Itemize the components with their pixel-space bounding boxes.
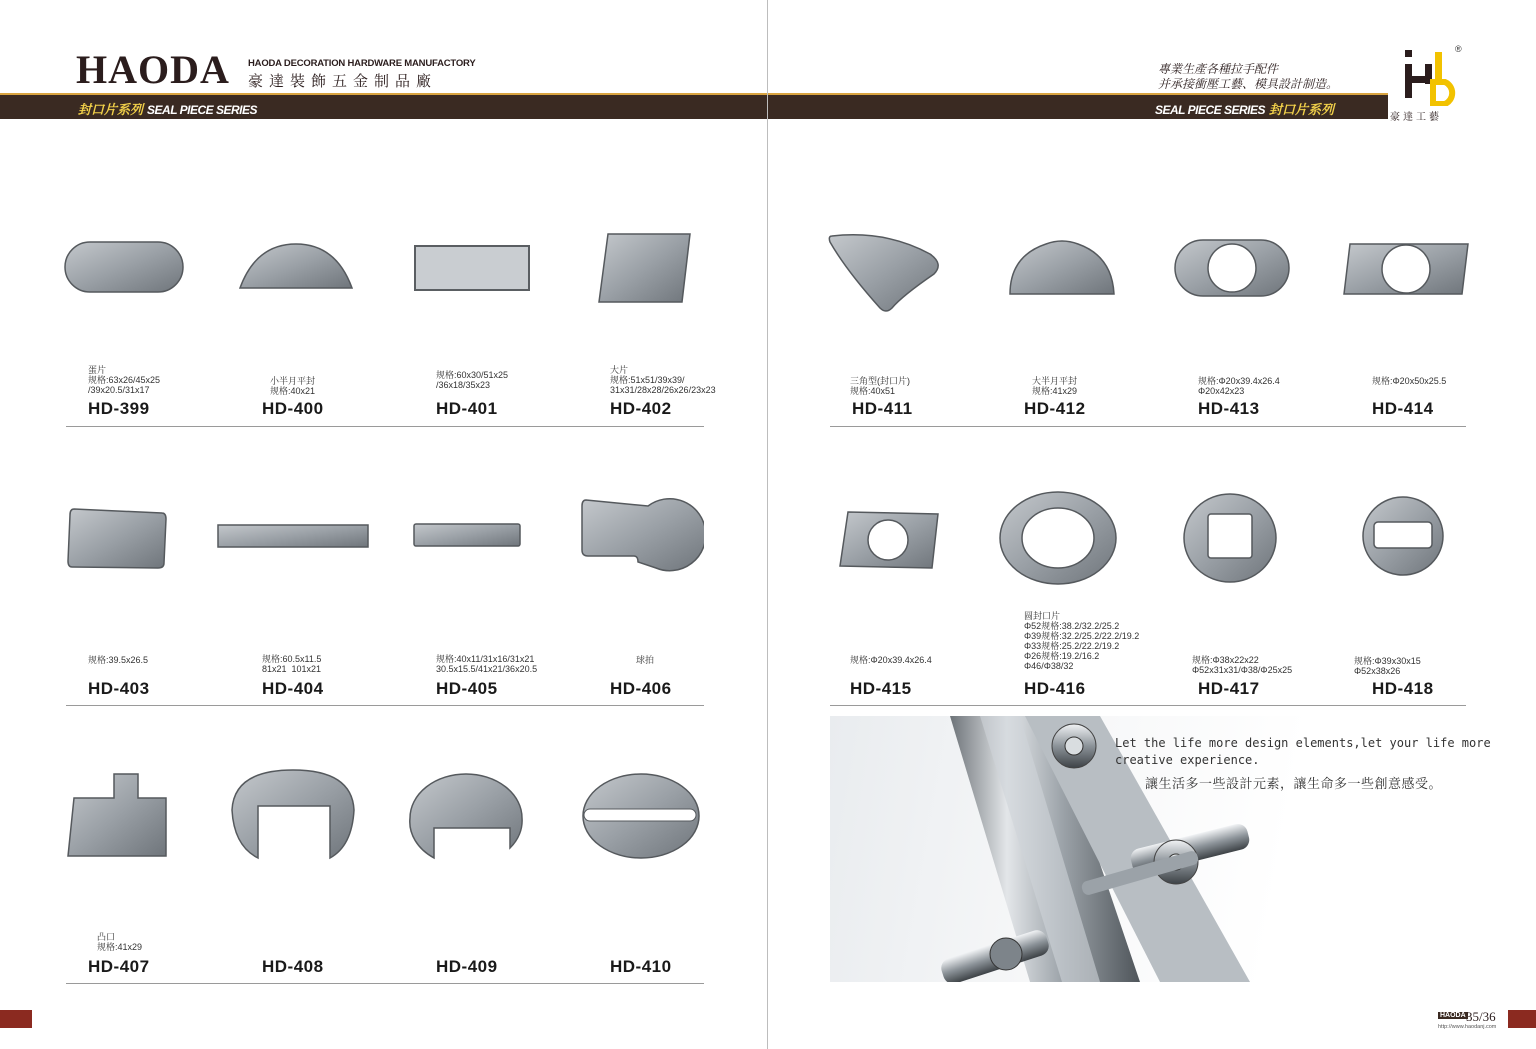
row-divider-5 xyxy=(830,705,1466,706)
product-image-hd-410 xyxy=(578,770,704,862)
spec-hd-402: 大片 规格:51x51/39x39/ 31x31/28x28/26x26/23x23 xyxy=(610,365,716,395)
code-hd-402: HD-402 xyxy=(610,399,672,418)
company-name-cn: 豪達裝飾五金制品廠 xyxy=(248,73,438,90)
product-image-hd-415 xyxy=(838,508,942,572)
registered-mark: ® xyxy=(1455,44,1462,54)
slogan-line-1: 專業生產各種拉手配件 xyxy=(1158,62,1279,76)
code-hd-411: HD-411 xyxy=(852,399,913,418)
photo-caption-en: Let the life more design elements,let your life more creative experience. xyxy=(1115,736,1491,767)
product-image-hd-406 xyxy=(578,496,704,574)
code-hd-416: HD-416 xyxy=(1024,679,1086,698)
page-divider xyxy=(767,0,768,1049)
code-hd-401: HD-401 xyxy=(436,399,498,418)
product-image-hd-413 xyxy=(1172,236,1292,300)
row-divider-2 xyxy=(66,705,704,706)
product-image-hd-399 xyxy=(62,238,186,298)
code-hd-412: HD-412 xyxy=(1024,399,1086,418)
code-hd-399: HD-399 xyxy=(88,399,150,418)
series-title-cn: 封口片系列 xyxy=(78,102,144,117)
series-title-left xyxy=(78,99,257,118)
code-hd-409: HD-409 xyxy=(436,957,498,976)
row-divider-1 xyxy=(66,426,704,427)
product-image-hd-418 xyxy=(1360,494,1446,578)
row-divider-3 xyxy=(66,983,704,984)
series-title-cn-right: 封口片系列 xyxy=(1268,102,1334,117)
spec-hd-404: 规格:60.5x11.5 81x21 101x21 xyxy=(262,654,322,674)
product-image-hd-411 xyxy=(826,230,944,314)
code-hd-413: HD-413 xyxy=(1198,399,1260,418)
spec-hd-403: 规格:39.5x26.5 xyxy=(88,655,149,665)
spec-hd-406: 球拍 xyxy=(636,655,655,665)
code-hd-414: HD-414 xyxy=(1372,399,1434,418)
product-image-hd-407 xyxy=(66,772,170,860)
product-image-hd-403 xyxy=(64,505,170,571)
brand-logo: HAODA xyxy=(76,47,230,92)
product-image-hd-408 xyxy=(228,766,358,862)
footer-brand: HAODA xyxy=(1440,1012,1466,1019)
series-title-en: SEAL PIECE SERIES xyxy=(147,103,257,117)
spec-hd-400: 小半月平封 规格:40x21 xyxy=(270,376,316,396)
corner-marker-right xyxy=(1508,1010,1536,1028)
code-hd-406: HD-406 xyxy=(610,679,672,698)
code-hd-415: HD-415 xyxy=(850,679,912,698)
series-title-right xyxy=(1155,99,1334,118)
logo-caption: 豪達工藝 xyxy=(1390,112,1442,123)
code-hd-417: HD-417 xyxy=(1198,679,1260,698)
spec-hd-415: 规格:Φ20x39.4x26.4 xyxy=(850,655,932,665)
product-image-hd-414 xyxy=(1342,240,1470,298)
company-name-en: HAODA DECORATION HARDWARE MANUFACTORY xyxy=(248,58,476,69)
spec-hd-412: 大半月平封 规格:41x29 xyxy=(1032,376,1078,396)
hd-logo-icon xyxy=(1397,46,1461,106)
slogan-line-2: 并承接衝壓工藝、模具設計制造。 xyxy=(1158,77,1339,91)
spec-hd-405: 规格:40x11/31x16/31x21 30.5x15.5/41x21/36x20.5 xyxy=(436,654,538,674)
code-hd-410: HD-410 xyxy=(610,957,672,976)
spec-hd-407: 凸口 规格:41x29 xyxy=(97,932,143,952)
product-image-hd-401 xyxy=(413,244,531,294)
product-image-hd-405 xyxy=(412,522,522,550)
product-image-hd-416 xyxy=(996,488,1120,588)
product-image-hd-404 xyxy=(216,523,370,551)
product-image-hd-400 xyxy=(236,240,356,296)
spec-hd-411: 三角型(封口片) 规格:40x51 xyxy=(850,376,910,396)
code-hd-400: HD-400 xyxy=(262,399,324,418)
page-number: 35/36 xyxy=(1466,1009,1496,1024)
code-hd-407: HD-407 xyxy=(88,957,150,976)
footer-url: http://www.haodanj.com xyxy=(1438,1024,1497,1030)
product-image-hd-409 xyxy=(406,770,526,862)
code-hd-418: HD-418 xyxy=(1372,679,1434,698)
code-hd-403: HD-403 xyxy=(88,679,150,698)
corner-marker-left xyxy=(0,1010,32,1028)
product-image-hd-412 xyxy=(1006,236,1118,300)
spec-hd-399: 蛋片 规格:63x26/45x25 /39x20.5/31x17 xyxy=(88,365,161,395)
code-hd-404: HD-404 xyxy=(262,679,324,698)
spec-hd-417: 规格:Φ38x22x22 Φ52x31x31/Φ38/Φ25x25 xyxy=(1192,655,1293,675)
spec-hd-416: 圆封口片 Φ52规格:38.2/32.2/25.2 Φ39规格:32.2/25.2/22.2/19.2 Φ33规格:25.2/22.2/19.2 Φ26规格:19.2/16.2 Φ46/Φ38/32 xyxy=(1024,611,1140,671)
code-hd-408: HD-408 xyxy=(262,957,324,976)
product-image-hd-417 xyxy=(1180,490,1280,586)
spec-hd-418: 规格:Φ39x30x15 Φ52x38x26 xyxy=(1354,656,1421,676)
series-title-en-right: SEAL PIECE SERIES xyxy=(1155,103,1265,117)
photo-caption-cn: 讓生活多一些設計元素，讓生命多一些創意感受。 xyxy=(1145,776,1443,791)
code-hd-405: HD-405 xyxy=(436,679,498,698)
product-image-hd-402 xyxy=(596,232,694,304)
spec-hd-414: 规格:Φ20x50x25.5 xyxy=(1372,376,1447,386)
row-divider-4 xyxy=(830,426,1466,427)
spec-hd-401: 规格:60x30/51x25 /36x18/35x23 xyxy=(436,370,509,390)
spec-hd-413: 规格:Φ20x39.4x26.4 Φ20x42x23 xyxy=(1198,376,1280,396)
